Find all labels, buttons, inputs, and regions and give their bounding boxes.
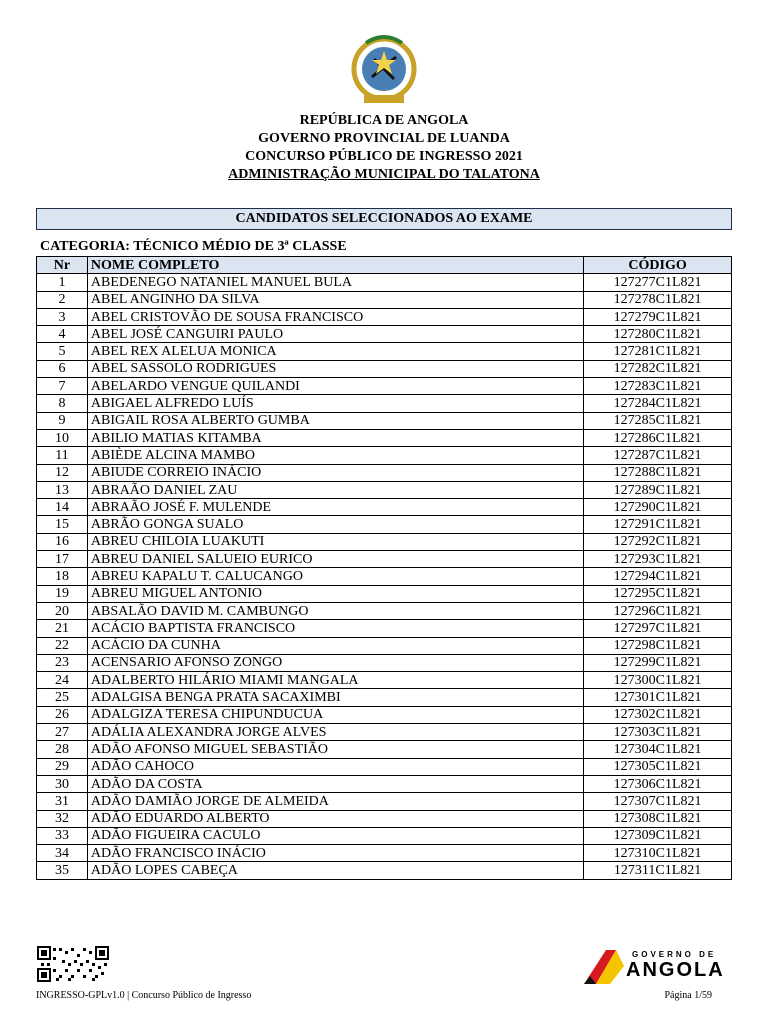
logo-top-text: GOVERNO DE <box>632 950 717 959</box>
candidate-code: 127280C1L821 <box>584 326 732 343</box>
table-row <box>37 291 732 308</box>
table-row <box>37 827 732 844</box>
category-label: CATEGORIA: TÉCNICO MÉDIO DE 3ª CLASSE <box>40 239 347 254</box>
table-row <box>37 845 732 862</box>
row-number: 4 <box>37 326 88 343</box>
row-number: 31 <box>37 793 88 810</box>
header-name: NOME COMPLETO <box>87 257 583 274</box>
row-number: 26 <box>37 706 88 723</box>
table-row <box>37 360 732 377</box>
candidate-code: 127300C1L821 <box>584 672 732 689</box>
table-row <box>37 793 732 810</box>
candidate-code: 127292C1L821 <box>584 533 732 550</box>
candidate-name: ADÃO CAHOCO <box>87 758 583 775</box>
table-row <box>37 326 732 343</box>
coat-of-arms-emblem <box>344 33 424 109</box>
table-row <box>37 395 732 412</box>
table-row <box>37 602 732 619</box>
candidate-name: ADÁLIA ALEXANDRA JORGE ALVES <box>87 724 583 741</box>
row-number: 14 <box>37 499 88 516</box>
candidate-name: ABILIO MATIAS KITAMBA <box>87 429 583 446</box>
table-row <box>37 447 732 464</box>
row-number: 7 <box>37 378 88 395</box>
candidate-name: ADÃO DA COSTA <box>87 775 583 792</box>
row-number: 3 <box>37 308 88 325</box>
candidate-name: ABRAÃO DANIEL ZAU <box>87 481 583 498</box>
table-row <box>37 689 732 706</box>
candidate-code: 127289C1L821 <box>584 481 732 498</box>
table-row <box>37 533 732 550</box>
table-header-row <box>37 257 732 274</box>
candidate-name: ADALGIZA TERESA CHIPUNDUCUA <box>87 706 583 723</box>
candidate-name: ABRÃO GONGA SUALO <box>87 516 583 533</box>
candidate-code: 127288C1L821 <box>584 464 732 481</box>
logo-mark-icon <box>582 946 626 986</box>
logo-main-text: ANGOLA <box>626 959 725 981</box>
row-number: 8 <box>37 395 88 412</box>
candidate-code: 127303C1L821 <box>584 724 732 741</box>
row-number: 21 <box>37 620 88 637</box>
candidate-code: 127295C1L821 <box>584 585 732 602</box>
candidate-code: 127311C1L821 <box>584 862 732 879</box>
candidate-code: 127297C1L821 <box>584 620 732 637</box>
table-row <box>37 274 732 291</box>
candidate-code: 127293C1L821 <box>584 551 732 568</box>
table-row <box>37 308 732 325</box>
candidate-name: ADÃO LOPES CABEÇA <box>87 862 583 879</box>
candidate-code: 127286C1L821 <box>584 429 732 446</box>
candidate-name: ADALGISA BENGA PRATA SACAXIMBI <box>87 689 583 706</box>
row-number: 34 <box>37 845 88 862</box>
header-contest: CONCURSO PÚBLICO DE INGRESSO 2021 <box>245 149 523 164</box>
table-row <box>37 429 732 446</box>
candidate-code: 127284C1L821 <box>584 395 732 412</box>
table-row <box>37 499 732 516</box>
candidate-code: 127304C1L821 <box>584 741 732 758</box>
row-number: 29 <box>37 758 88 775</box>
candidate-code: 127301C1L821 <box>584 689 732 706</box>
section-banner: CANDIDATOS SELECCIONADOS AO EXAME <box>36 208 732 230</box>
candidate-name: ABEL JOSÉ CANGUIRI PAULO <box>87 326 583 343</box>
candidate-code: 127308C1L821 <box>584 810 732 827</box>
candidates-table <box>36 256 732 880</box>
row-number: 18 <box>37 568 88 585</box>
candidate-code: 127296C1L821 <box>584 602 732 619</box>
table-row <box>37 464 732 481</box>
row-number: 1 <box>37 274 88 291</box>
candidate-code: 127281C1L821 <box>584 343 732 360</box>
row-number: 6 <box>37 360 88 377</box>
table-row <box>37 620 732 637</box>
candidate-name: ACÁCIO DA CUNHA <box>87 637 583 654</box>
candidate-code: 127283C1L821 <box>584 378 732 395</box>
candidate-name: ABIGAIL ROSA ALBERTO GUMBA <box>87 412 583 429</box>
candidate-code: 127309C1L821 <box>584 827 732 844</box>
candidate-name: ADÃO DAMIÃO JORGE DE ALMEIDA <box>87 793 583 810</box>
row-number: 28 <box>37 741 88 758</box>
row-number: 24 <box>37 672 88 689</box>
table-row <box>37 775 732 792</box>
candidate-code: 127287C1L821 <box>584 447 732 464</box>
candidate-code: 127290C1L821 <box>584 499 732 516</box>
candidate-name: ADÃO EDUARDO ALBERTO <box>87 810 583 827</box>
row-number: 35 <box>37 862 88 879</box>
governo-de-angola-logo <box>582 946 732 986</box>
table-row <box>37 862 732 879</box>
footer-document-id: INGRESSO-GPLv1.0 | Concurso Público de Ingresso <box>36 990 252 1001</box>
candidate-name: ABEDENEGO NATANIEL MANUEL BULA <box>87 274 583 291</box>
candidate-name: ABELARDO VENGUE QUILANDI <box>87 378 583 395</box>
candidate-name: ABIGAEL ALFREDO LUÍS <box>87 395 583 412</box>
candidate-name: ADALBERTO HILÁRIO MIAMI MANGALA <box>87 672 583 689</box>
candidate-name: ADÃO AFONSO MIGUEL SEBASTIÃO <box>87 741 583 758</box>
candidate-code: 127282C1L821 <box>584 360 732 377</box>
candidate-name: ADÃO FRANCISCO INÁCIO <box>87 845 583 862</box>
table-row <box>37 672 732 689</box>
row-number: 15 <box>37 516 88 533</box>
candidate-code: 127298C1L821 <box>584 637 732 654</box>
candidate-name: ADÃO FIGUEIRA CACULO <box>87 827 583 844</box>
candidate-code: 127291C1L821 <box>584 516 732 533</box>
candidate-name: ACÁCIO BAPTISTA FRANCISCO <box>87 620 583 637</box>
row-number: 12 <box>37 464 88 481</box>
candidate-code: 127285C1L821 <box>584 412 732 429</box>
row-number: 32 <box>37 810 88 827</box>
candidate-name: ABEL CRISTOVÃO DE SOUSA FRANCISCO <box>87 308 583 325</box>
header-country: REPÚBLICA DE ANGOLA <box>299 113 469 128</box>
row-number: 22 <box>37 637 88 654</box>
table-row <box>37 481 732 498</box>
candidate-code: 127310C1L821 <box>584 845 732 862</box>
table-row <box>37 637 732 654</box>
candidate-code: 127307C1L821 <box>584 793 732 810</box>
table-row <box>37 758 732 775</box>
document-header <box>0 112 768 184</box>
row-number: 11 <box>37 447 88 464</box>
row-number: 20 <box>37 602 88 619</box>
row-number: 27 <box>37 724 88 741</box>
row-number: 19 <box>37 585 88 602</box>
header-government: GOVERNO PROVINCIAL DE LUANDA <box>258 131 510 146</box>
table-row <box>37 654 732 671</box>
table-row <box>37 724 732 741</box>
candidate-code: 127306C1L821 <box>584 775 732 792</box>
row-number: 9 <box>37 412 88 429</box>
candidate-name: ABSALÃO DAVID M. CAMBUNGO <box>87 602 583 619</box>
candidate-name: ABEL SASSOLO RODRIGUES <box>87 360 583 377</box>
candidate-name: ACENSARIO AFONSO ZONGO <box>87 654 583 671</box>
candidate-code: 127302C1L821 <box>584 706 732 723</box>
table-row <box>37 706 732 723</box>
candidate-code: 127277C1L821 <box>584 274 732 291</box>
row-number: 5 <box>37 343 88 360</box>
candidate-name: ABEL ANGINHO DA SILVA <box>87 291 583 308</box>
candidate-name: ABIUDE CORREIO INÁCIO <box>87 464 583 481</box>
candidate-code: 127278C1L821 <box>584 291 732 308</box>
header-administration: ADMINISTRAÇÃO MUNICIPAL DO TALATONA <box>228 167 540 182</box>
table-row <box>37 551 732 568</box>
candidate-code: 127279C1L821 <box>584 308 732 325</box>
header-code: CÓDIGO <box>584 257 732 274</box>
candidate-name: ABREU KAPALU T. CALUCANGO <box>87 568 583 585</box>
table-row <box>37 378 732 395</box>
row-number: 13 <box>37 481 88 498</box>
candidate-name: ABREU MIGUEL ANTONIO <box>87 585 583 602</box>
candidate-name: ABREU DANIEL SALUEIO EURICO <box>87 551 583 568</box>
row-number: 16 <box>37 533 88 550</box>
table-row <box>37 516 732 533</box>
candidate-code: 127299C1L821 <box>584 654 732 671</box>
table-row <box>37 585 732 602</box>
header-nr: Nr <box>37 257 88 274</box>
candidate-code: 127294C1L821 <box>584 568 732 585</box>
row-number: 2 <box>37 291 88 308</box>
table-row <box>37 568 732 585</box>
candidate-code: 127305C1L821 <box>584 758 732 775</box>
row-number: 25 <box>37 689 88 706</box>
page-number: Página 1/59 <box>664 990 712 1001</box>
row-number: 23 <box>37 654 88 671</box>
table-row <box>37 741 732 758</box>
candidate-name: ABEL REX ALELUA MONICA <box>87 343 583 360</box>
row-number: 30 <box>37 775 88 792</box>
qr-code <box>37 946 109 982</box>
candidate-name: ABIÈDE ALCINA MAMBO <box>87 447 583 464</box>
table-row <box>37 343 732 360</box>
row-number: 33 <box>37 827 88 844</box>
row-number: 17 <box>37 551 88 568</box>
table-row <box>37 810 732 827</box>
table-row <box>37 412 732 429</box>
row-number: 10 <box>37 429 88 446</box>
candidate-name: ABREU CHILOIA LUAKUTI <box>87 533 583 550</box>
candidate-name: ABRAÃO JOSÉ F. MULENDE <box>87 499 583 516</box>
